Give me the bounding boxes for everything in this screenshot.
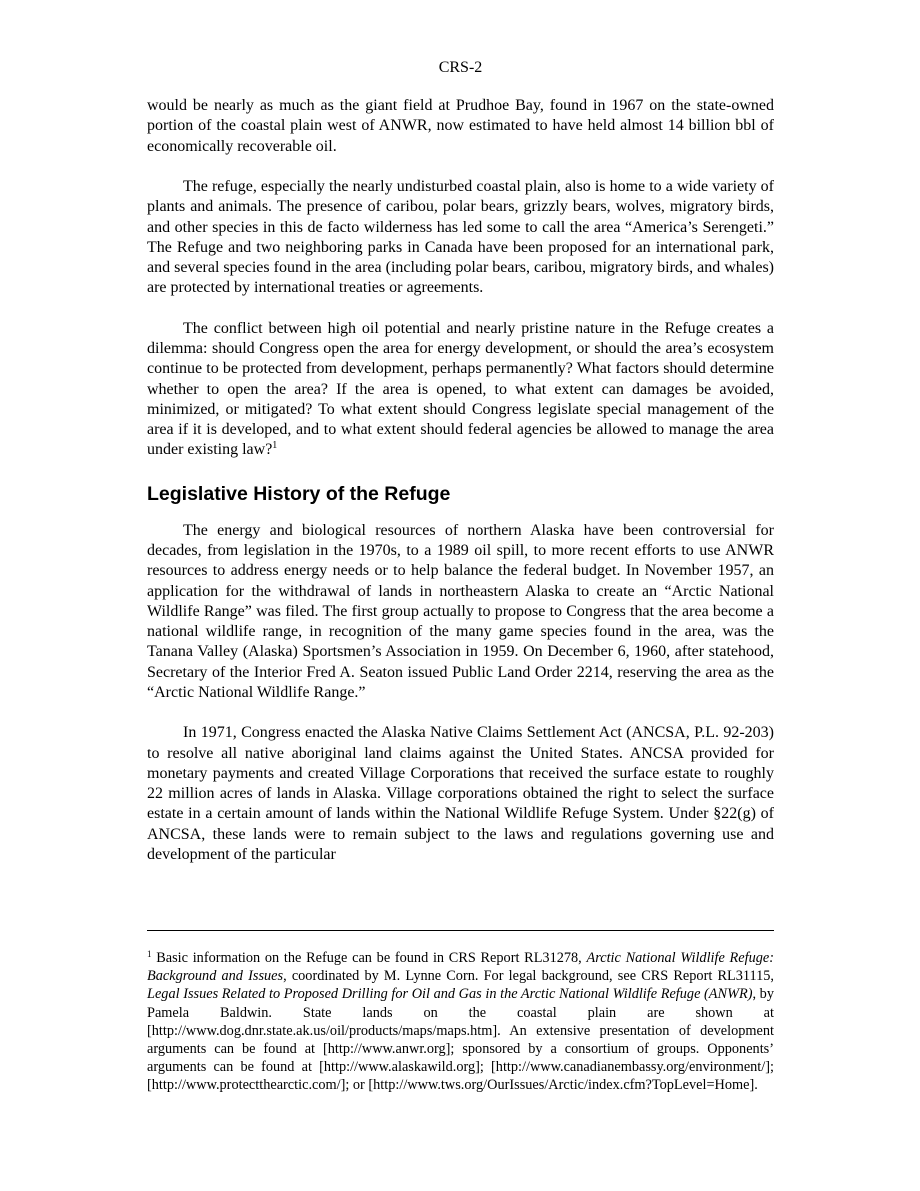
paragraph-ancsa: In 1971, Congress enacted the Alaska Native Claims Settlement Act (ANCSA, P.L. 92-203) to resolve all native aboriginal land claims against the United States. ANCSA provided for monetary payments and created Village Corporations that received the surface estate to roughly 22 million acres of lands in Alaska. Village corporations obtained the right to select the surface estate in a certain amount of lands within the National Wildlife Refuge System. Under §22(g) of ANCSA, these lands were to remain subject to the laws and regulations governing use and development of the particular [147, 724, 774, 863]
footnote-text-2: , coordinated by M. Lynne Corn. For legal background, see CRS Report RL31115, [283, 968, 774, 985]
page-number-header: CRS-2 [438, 59, 483, 76]
paragraph-legislative-history: The energy and biological resources of northern Alaska have been controversial for decades, from legislation in the 1970s, to a 1989 oil spill, to more recent efforts to use ANWR resources to address energy needs or to help balance the federal budget. In November 1957, an application for the withdrawal of lands in northeastern Alaska to create an “Arctic National Wildlife Range” was filed. The first group actually to propose to Congress that the area become a national wildlife range, in recognition of the many game species found in the area, was the Tanana Valley (Alaska) Sportsmen’s Association in 1959. On December 6, 1960, after statehood, Secretary of the Interior Fred A. Seaton issued Public Land Order 2214, reserving the area as the “Arctic National Wildlife Range.” [147, 521, 774, 701]
footnote-reference: 1 [272, 440, 278, 452]
footnote [147, 949, 774, 1095]
section-heading-legislative-history: Legislative History of the Refuge [147, 482, 451, 505]
footnote-text-3: , by Pamela Baldwin. State lands on the coastal plain are shown at [http://www.dog.dnr.state.ak.us/oil/products/maps/maps.htm]. An extensive presentation of development arguments can be found at [http://www.anwr.org]; sponsored by a consortium of groups. Opponents’ arguments can be found at [http://www.alaskawild.org]; [http://www.canadianembassy.org/environment/]; [http://www.protectthearctic.com/]; or [http://www.tws.org/OurIssues/Arctic/index.cfm?TopLevel=Home]. [147, 986, 774, 1094]
footnote-text-1: Basic information on the Refuge can be found in CRS Report RL31278, [151, 950, 587, 966]
footnote-separator [147, 930, 774, 931]
document-body [147, 96, 774, 885]
paragraph-refuge-wildlife: The refuge, especially the nearly undisturbed coastal plain, also is home to a wide variety of plants and animals. The presence of caribou, polar bears, grizzly bears, wolves, migratory birds, and other species in this de facto wilderness has led some to call the area “America’s Serengeti.” The Refuge and two neighboring parks in Canada have been proposed for an international park, and several species found in the area (including polar bears, caribou, migratory birds, and whales) are protected by international treaties or agreements. [147, 178, 774, 297]
footnote-report-title-2: Legal Issues Related to Proposed Drilling for Oil and Gas in the Arctic National Wildlife Refuge (ANWR) [147, 986, 753, 1003]
paragraph-conflict-text: The conflict between high oil potential and nearly pristine nature in the Refuge creates a dilemma: should Congress open the area for energy development, or should the area’s ecosystem continue to be protected from development, perhaps permanently? What factors should determine whether to open the area? If the area is opened, to what extent can damages be avoided, minimized, or mitigated? To what extent should Congress legislate special management of the area if it is developed, and to what extent should federal agencies be allowed to manage the area under existing law? [147, 319, 774, 459]
paragraph-conflict-dilemma [147, 319, 774, 461]
paragraph-continuation: would be nearly as much as the giant field at Prudhoe Bay, found in 1967 on the state-owned portion of the coastal plain west of ANWR, now estimated to have held almost 14 billion bbl of economically recoverable oil. [147, 97, 774, 155]
footnote-number: 1 [147, 949, 152, 959]
footnote-report-title-1: Arctic National Wildlife Refuge: Background and Issues [147, 950, 774, 985]
